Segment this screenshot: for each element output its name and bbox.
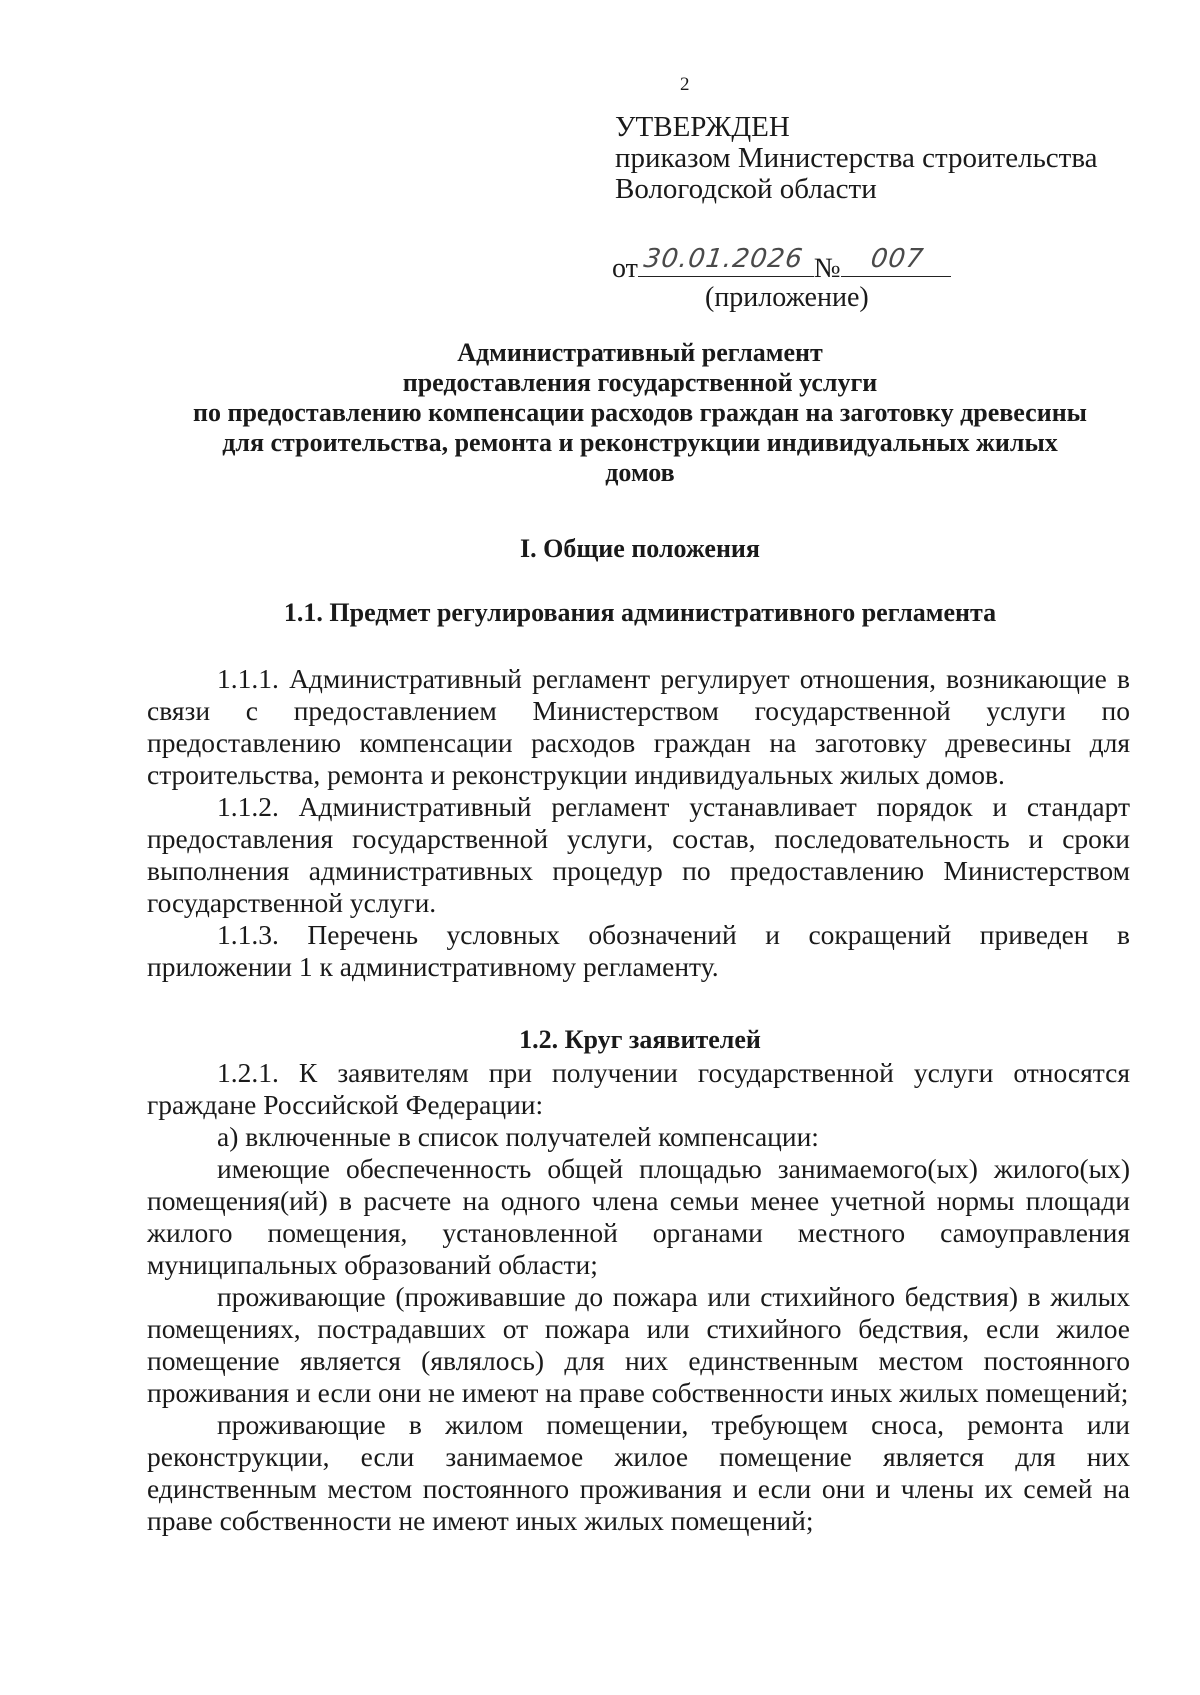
order-date-handwritten: 30.01.2026: [641, 244, 805, 274]
approval-region-line: Вологодской области: [615, 173, 877, 205]
order-date-field: [638, 246, 814, 277]
attachment-label: (приложение): [705, 282, 869, 313]
paragraph-housing-area: имеющие обеспеченность общей площадью занимаемого(ых) жилого(ых) помещения(ий) в расчете на одного члена семьи менее учетной нормы площади жилого помещения, установленной органами местного самоуправления муниципальных образований области;: [147, 1153, 1130, 1280]
section-heading-general: I. Общие положения: [520, 534, 760, 563]
page-number: 2: [680, 74, 690, 95]
paragraph-1-1-3: 1.1.3. Перечень условных обозначений и сокращений приведен в приложении 1 к административному регламенту.: [147, 919, 1130, 982]
paragraph-fire-disaster: проживающие (проживавшие до пожара или стихийного бедствия) в жилых помещениях, пострадавших от пожара или стихийного бедствия, если жилое помещение является (являлось) для них единственным местом постоянного проживания и если они не имеют на праве собственности иных жилых помещений;: [147, 1281, 1130, 1408]
approval-issuer-line: приказом Министерства строительства: [615, 142, 1098, 174]
subsection-1-1-body: [147, 663, 1130, 983]
subsection-heading-subject: 1.1. Предмет регулирования административного регламента: [283, 598, 997, 627]
paragraph-1-2-1: 1.2.1. К заявителям при получении государственной услуги относятся граждане Российской Федерации:: [147, 1057, 1130, 1120]
title-line-5: домов: [605, 458, 675, 487]
approval-status: УТВЕРЖДЕН: [615, 111, 790, 143]
paragraph-demolition-repair: проживающие в жилом помещении, требующем сноса, ремонта или реконструкции, если занимаемое жилое помещение является для них единственным местом постоянного проживания и если они и члены их семей на праве собственности не имеют иных жилых помещений;: [147, 1409, 1130, 1536]
order-line: [612, 246, 951, 285]
title-line-1: Административный регламент: [457, 338, 823, 367]
subsection-1-2-body: [147, 1057, 1130, 1537]
order-number-label: №: [813, 253, 841, 284]
document-title: [145, 338, 1135, 488]
title-line-3: по предоставлению компенсации расходов граждан на заготовку древесины: [193, 398, 1087, 427]
title-line-2: предоставления государственной услуги: [402, 368, 878, 397]
order-number-field: [841, 246, 951, 277]
order-from-label: от: [612, 253, 638, 284]
approval-stamp-block: [615, 112, 1098, 205]
paragraph-item-a: а) включенные в список получателей компенсации:: [217, 1121, 819, 1152]
subsection-heading-applicants: 1.2. Круг заявителей: [519, 1025, 761, 1054]
order-number-handwritten: 007: [868, 244, 926, 274]
paragraph-1-1-1: 1.1.1. Административный регламент регулирует отношения, возникающие в связи с предоставлением Министерством государственной услуги по предоставлению компенсации расходов граждан на заготовку древесины для строительства, ремонта и реконструкции индивидуальных жилых домов.: [147, 663, 1130, 790]
paragraph-1-1-2: 1.1.2. Административный регламент устанавливает порядок и стандарт предоставления государственной услуги, состав, последовательность и сроки выполнения административных процедур по предоставлению Министерством государственной услуги.: [147, 791, 1130, 918]
title-line-4: для строительства, ремонта и реконструкции индивидуальных жилых: [222, 428, 1058, 457]
